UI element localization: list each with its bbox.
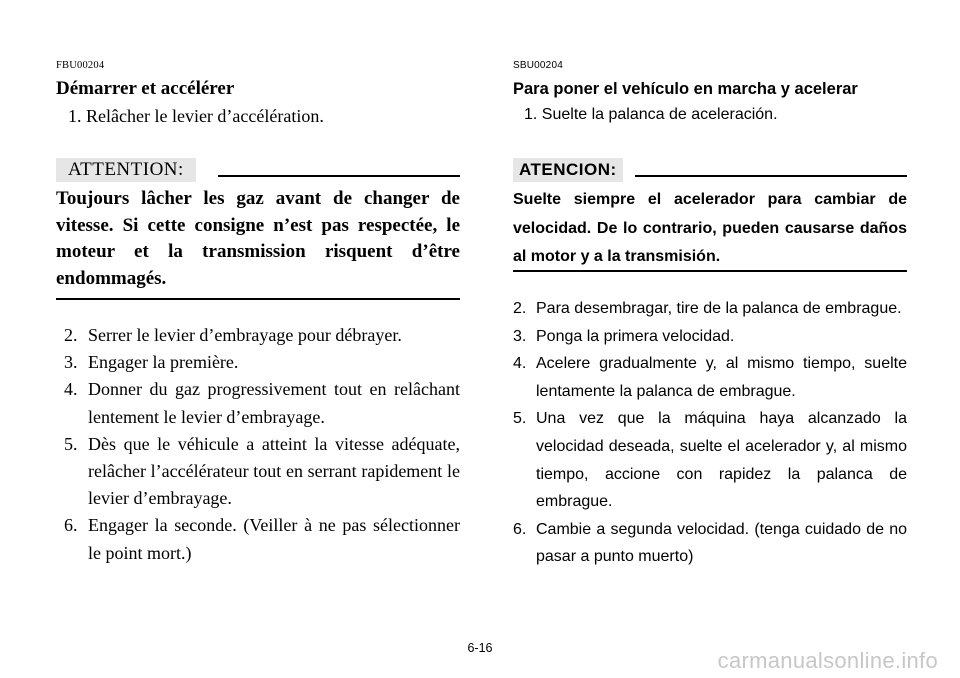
step-number: 3. xyxy=(64,352,78,373)
list-item xyxy=(513,295,907,323)
warning-header xyxy=(56,158,460,182)
step-1: 1. Suelte la palanca de aceleración. xyxy=(524,106,778,123)
warning-rule xyxy=(218,175,460,177)
warning-label: ATENCION: xyxy=(513,158,623,182)
list-item xyxy=(56,322,460,349)
section-title: Para poner el vehículo en marcha y acelerar xyxy=(513,80,858,98)
list-item xyxy=(56,349,460,376)
list-item xyxy=(56,431,460,513)
step-text: Engager la seconde. (Veiller à ne pas sélectionner le point mort.) xyxy=(88,515,460,563)
warning-header xyxy=(513,158,907,182)
warning-end-rule xyxy=(56,298,460,300)
page-number: 6-16 xyxy=(467,641,493,655)
step-list xyxy=(513,295,907,571)
step-1: 1. Relâcher le levier d’accélération. xyxy=(68,106,324,126)
step-text: Para desembragar, tire de la palanca de embrague. xyxy=(536,300,902,317)
step-text: Serrer le levier d’embrayage pour débrayer. xyxy=(88,325,402,345)
list-item xyxy=(513,350,907,405)
step-list xyxy=(56,322,460,567)
step-text: Acelere gradualmente y, al mismo tiempo, suelte lentamente la palanca de embrague. xyxy=(536,355,907,400)
warning-text: Suelte siempre el acelerador para cambiar de velocidad. De lo contrario, pueden causarse daños al motor y a la transmisión. xyxy=(513,191,907,265)
step-number: 6. xyxy=(513,520,527,538)
section-code: FBU00204 xyxy=(56,60,105,71)
section-title: Démarrer et accélérer xyxy=(56,78,235,99)
warning-end-rule xyxy=(513,270,907,272)
section-code: SBU00204 xyxy=(513,60,563,71)
step-text: Una vez que la máquina haya alcanzado la velocidad deseada, suelte el acelerador y, al mismo tiempo, accione con rapidez la palanca de embrague. xyxy=(536,410,907,511)
step-text: Dès que le véhicule a atteint la vitesse adéquate, relâcher l’accélérateur tout en serrant rapidement le levier d’embrayage. xyxy=(88,433,460,509)
step-number: 4. xyxy=(513,355,527,373)
list-item xyxy=(513,516,907,571)
watermark: carmanualsonline.info xyxy=(717,648,938,673)
step-number: 2. xyxy=(513,300,527,317)
step-text: Cambie a segunda velocidad. (tenga cuidado de no pasar a punto muerto) xyxy=(536,520,907,566)
list-item xyxy=(513,323,907,351)
list-item xyxy=(56,376,460,430)
warning-text: Toujours lâcher les gaz avant de changer de vitesse. Si cette consigne n’est pas respectée, le moteur et la transmission risquent d’être endommagés. xyxy=(56,188,460,289)
list-item xyxy=(513,405,907,515)
step-number: 3. xyxy=(513,327,527,345)
warning-label: ATTENTION: xyxy=(56,158,196,182)
step-number: 5. xyxy=(64,433,78,454)
step-text: Ponga la primera velocidad. xyxy=(536,327,735,345)
warning-rule xyxy=(635,175,907,177)
step-text: Engager la première. xyxy=(88,352,239,373)
list-item xyxy=(56,512,460,566)
step-number: 6. xyxy=(64,515,78,536)
step-text: Donner du gaz progressivement tout en relâchant lentement le levier d’embrayage. xyxy=(88,379,460,427)
step-number: 4. xyxy=(64,379,78,400)
step-number: 5. xyxy=(513,410,527,428)
step-number: 2. xyxy=(64,325,78,345)
